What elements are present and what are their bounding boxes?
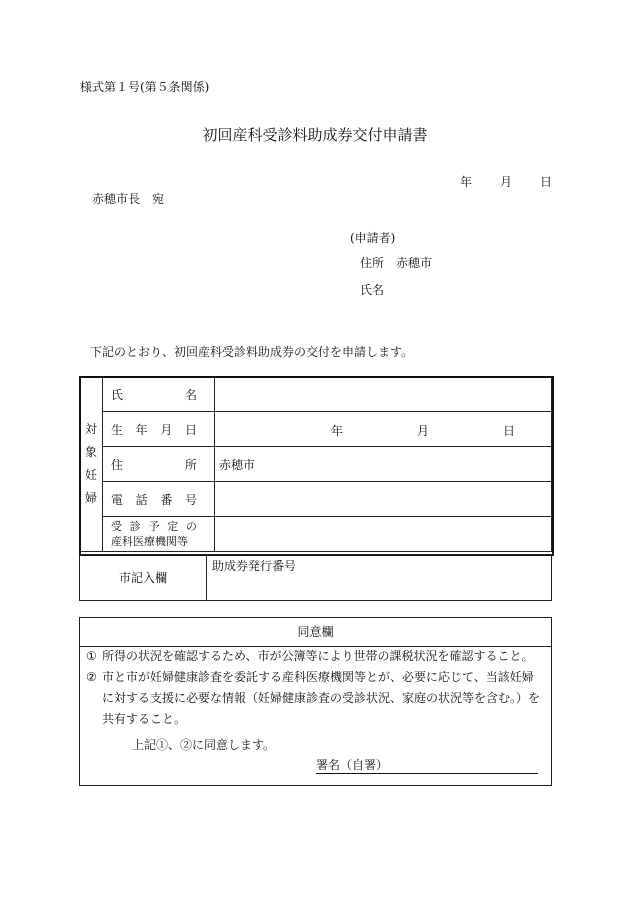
form-number: 様式第１号(第５条関係)	[80, 80, 210, 94]
birthdate-label: 生 年 月 日	[103, 412, 215, 447]
city-use-table	[79, 554, 552, 601]
side-label: 対 象 妊 婦	[80, 377, 103, 552]
application-date	[460, 173, 552, 190]
birthdate-field[interactable]	[215, 412, 552, 447]
page-title: 初回産科受診料助成券交付申請書	[202, 126, 428, 144]
institution-label: 受 診 予 定 の 産科医療機関等	[103, 517, 215, 552]
signature-label: 署名（自署）	[316, 758, 389, 772]
phone-label: 電 話 番 号	[103, 482, 215, 517]
birth-month: 月	[417, 424, 430, 438]
applicant-name[interactable]: 氏名	[360, 283, 385, 297]
addressee: 赤穂市長 宛	[92, 192, 165, 206]
consent-title: 同意欄	[80, 618, 551, 647]
applicant-address[interactable]: 住所 赤穂市	[360, 256, 433, 270]
birth-year: 年	[331, 424, 344, 438]
ticket-number-label: 助成券発行番号	[212, 559, 297, 573]
name-field[interactable]	[215, 377, 552, 412]
city-field-label: 市記入欄	[80, 555, 207, 601]
statement: 下記のとおり、初回産科受診料助成券の交付を申請します。	[90, 345, 414, 359]
phone-field[interactable]	[215, 482, 552, 517]
date-year: 年	[460, 175, 473, 189]
address-label: 住 所	[103, 447, 215, 482]
date-month: 月	[500, 175, 513, 189]
applicant-label: (申請者)	[350, 231, 396, 245]
consent-box	[79, 617, 552, 786]
institution-field[interactable]	[215, 517, 552, 552]
consent-item-1: ① 所得の状況を確認するため、市が公簿等により世帯の課税状況を確認すること。	[86, 649, 534, 663]
birth-day: 日	[503, 424, 516, 438]
consent-agree: 上記①、②に同意します。	[132, 738, 276, 752]
date-day: 日	[540, 175, 553, 189]
name-label: 氏 名	[103, 377, 215, 412]
consent-item-2: ② 市と市が妊婦健康診査を委託する産科医療機関等とが、必要に応じて、当該妊婦に対する支援に必要な情報（妊婦健康診査の受診状況、家庭の状況等を含む。）を共有すること。	[86, 670, 541, 726]
address-value: 赤穂市	[219, 457, 256, 472]
ticket-number-field[interactable]	[207, 555, 552, 601]
pregnant-woman-table	[79, 376, 552, 552]
signature-field[interactable]	[316, 756, 538, 774]
address-field[interactable]	[215, 447, 552, 482]
